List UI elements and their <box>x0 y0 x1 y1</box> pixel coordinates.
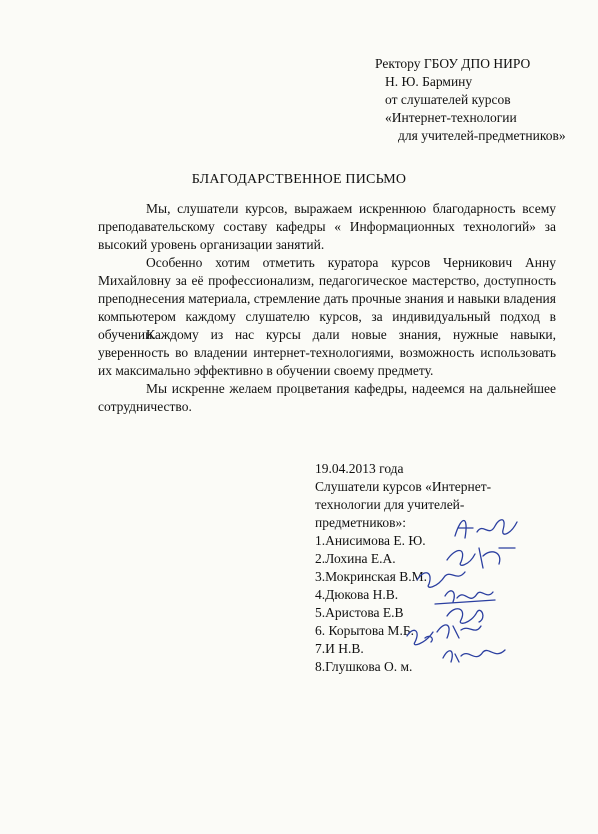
signer-1: 1.Анисимова Е. Ю. <box>315 533 426 548</box>
address-line-5: для учителей-предметников» <box>398 128 566 143</box>
signature-4 <box>435 591 495 604</box>
signer-6: 6. Корытова М.Б. <box>315 623 414 638</box>
address-line-2: Н. Ю. Бармину <box>385 74 473 89</box>
signers-header-3: предметников»: <box>315 515 407 530</box>
paragraph-3-text: Каждому из нас курсы дали новые знания, нужные навыки, уверенность во владении интернет-технологиями, возможность использовать их максимально эффективно в обучении своему предмету. <box>98 327 556 378</box>
signature-1 <box>455 520 517 538</box>
signature-2 <box>447 548 515 568</box>
signature-8 <box>443 650 505 662</box>
signers-header-1: Слушатели курсов «Интернет- <box>315 479 492 494</box>
paragraph-4 <box>98 380 556 416</box>
paragraph-2-text: Особенно хотим отметить куратора курсов Черникович Анну Михайловну за её профессионализм, педагогическое мастерство, доступность преподнесения материала, стремление дать прочные знания и навыки владения компьютером каждому слушателю курсов, за индивидуальный подход в обучении. <box>98 255 556 342</box>
handwritten-signatures <box>395 508 545 668</box>
paragraph-3 <box>98 326 556 380</box>
address-line-4: «Интернет-технологии <box>385 110 517 125</box>
paragraph-1 <box>98 200 556 254</box>
signer-5: 5.Аристова Е.В <box>315 605 404 620</box>
signer-4: 4.Дюкова Н.В. <box>315 587 399 602</box>
address-line-3: от слушателей курсов <box>385 92 511 107</box>
signature-5 <box>447 609 483 624</box>
signer-3: 3.Мокринская В.М. <box>315 569 427 584</box>
address-line-1: Ректору ГБОУ ДПО НИРО <box>375 56 531 71</box>
signature-6 <box>437 625 481 638</box>
paragraph-1-text: Мы, слушатели курсов, выражаем искреннюю благодарность всему преподавательскому составу кафедры « Информационных технологий» за высокий уровень организации занятий. <box>98 201 556 252</box>
signers-header-2: технологии для учителей- <box>315 497 465 512</box>
letter-date: 19.04.2013 года <box>315 461 404 476</box>
signature-3 <box>417 572 465 587</box>
signer-7: 7.И Н.В. <box>315 641 364 656</box>
signature-7 <box>407 630 433 644</box>
signer-8: 8.Глушкова О. м. <box>315 659 413 674</box>
signer-2: 2.Лохина Е.А. <box>315 551 396 566</box>
letter-title: БЛАГОДАРСТВЕННОЕ ПИСЬМО <box>191 172 407 187</box>
paragraph-4-text: Мы искренне желаем процветания кафедры, надеемся на дальнейшее сотрудничество. <box>98 381 556 414</box>
